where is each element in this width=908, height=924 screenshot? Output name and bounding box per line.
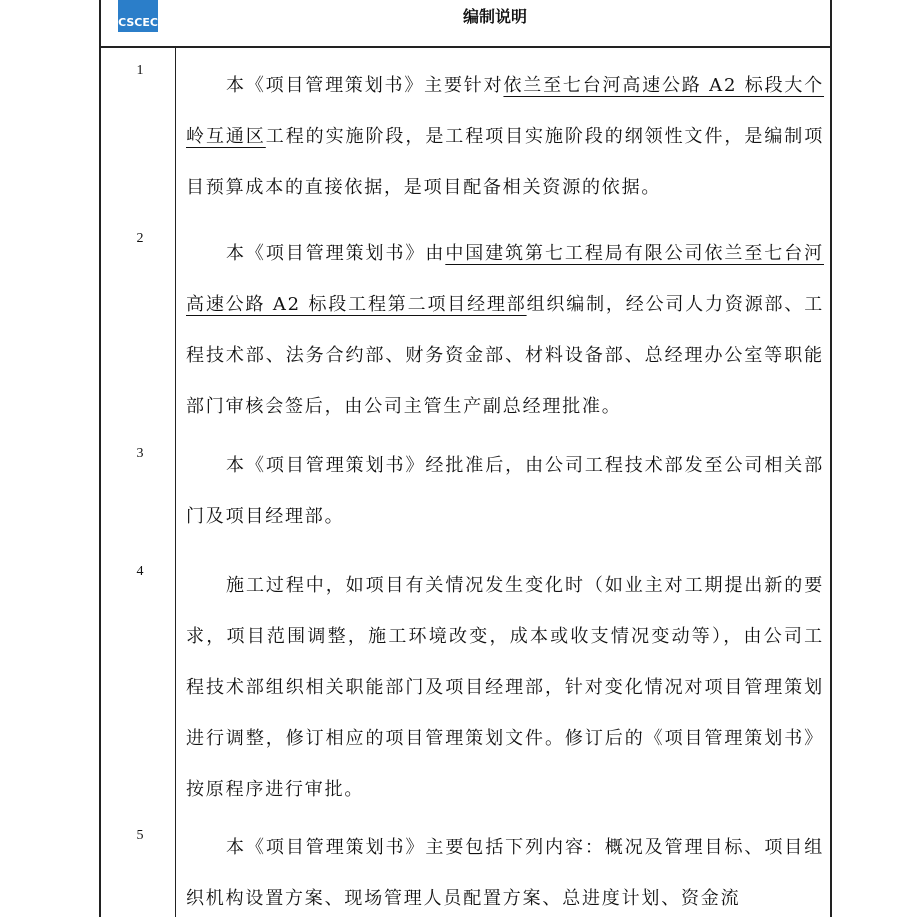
item-number: 3	[136, 446, 144, 461]
item-number: 2	[136, 231, 144, 246]
item-paragraph	[186, 560, 824, 815]
paragraph-text: 本《项目管理策划书》由	[226, 243, 446, 264]
paragraph-text: 工程的实施阶段，是工程项目实施阶段的纲领性文件，是编制项目预算成本的直接依据，是项目配备相关资源的依据。	[186, 126, 825, 198]
paragraph-text: 本《项目管理策划书》主要包括下列内容：概况及管理目标、项目组织机构设置方案、现场管理人员配置方案、总进度计划、资金流	[186, 837, 824, 909]
item-number: 1	[136, 63, 144, 78]
paragraph-text: 组织编制，经公司人力资源部、工程技术部、法务合约部、财务资金部、材料设备部、总经理办公室等职能部门审核会签后，由公司主管生产副总经理批准。	[186, 294, 825, 417]
underlined-text: 中国建筑第七工程局有限公司依兰至七台河高速公路 A2 标段工程第二项目经理部	[186, 243, 824, 315]
logo-text: CSCEC	[118, 16, 158, 29]
item-paragraph	[186, 228, 824, 432]
page-title: 编制说明	[462, 7, 527, 26]
paragraph-text: 本《项目管理策划书》经批准后，由公司工程技术部发至公司相关部门及项目经理部。	[186, 455, 824, 527]
number-column-divider	[175, 46, 176, 917]
item-number: 5	[136, 828, 144, 843]
item-paragraph	[186, 822, 824, 924]
item-paragraph	[186, 440, 824, 542]
table-right-border	[830, 0, 832, 917]
paragraph-text: 本《项目管理策划书》主要针对	[226, 75, 504, 96]
table-left-border	[99, 0, 101, 917]
item-number: 4	[136, 564, 144, 579]
header-bottom-border	[99, 46, 832, 48]
underlined-text: 依兰至七台河高速公路 A2 标段大个岭互通区	[186, 75, 825, 147]
paragraph-text: 施工过程中，如项目有关情况发生变化时（如业主对工期提出新的要求，项目范围调整，施工环境改变，成本或收支情况变动等），由公司工程技术部组织相关职能部门及项目经理部，针对变化情况对项目管理策划进行调整，修订相应的项目管理策划文件。修订后的《项目管理策划书》按原程序进行审批。	[186, 575, 824, 800]
company-logo	[118, 0, 158, 32]
item-paragraph	[186, 60, 824, 213]
